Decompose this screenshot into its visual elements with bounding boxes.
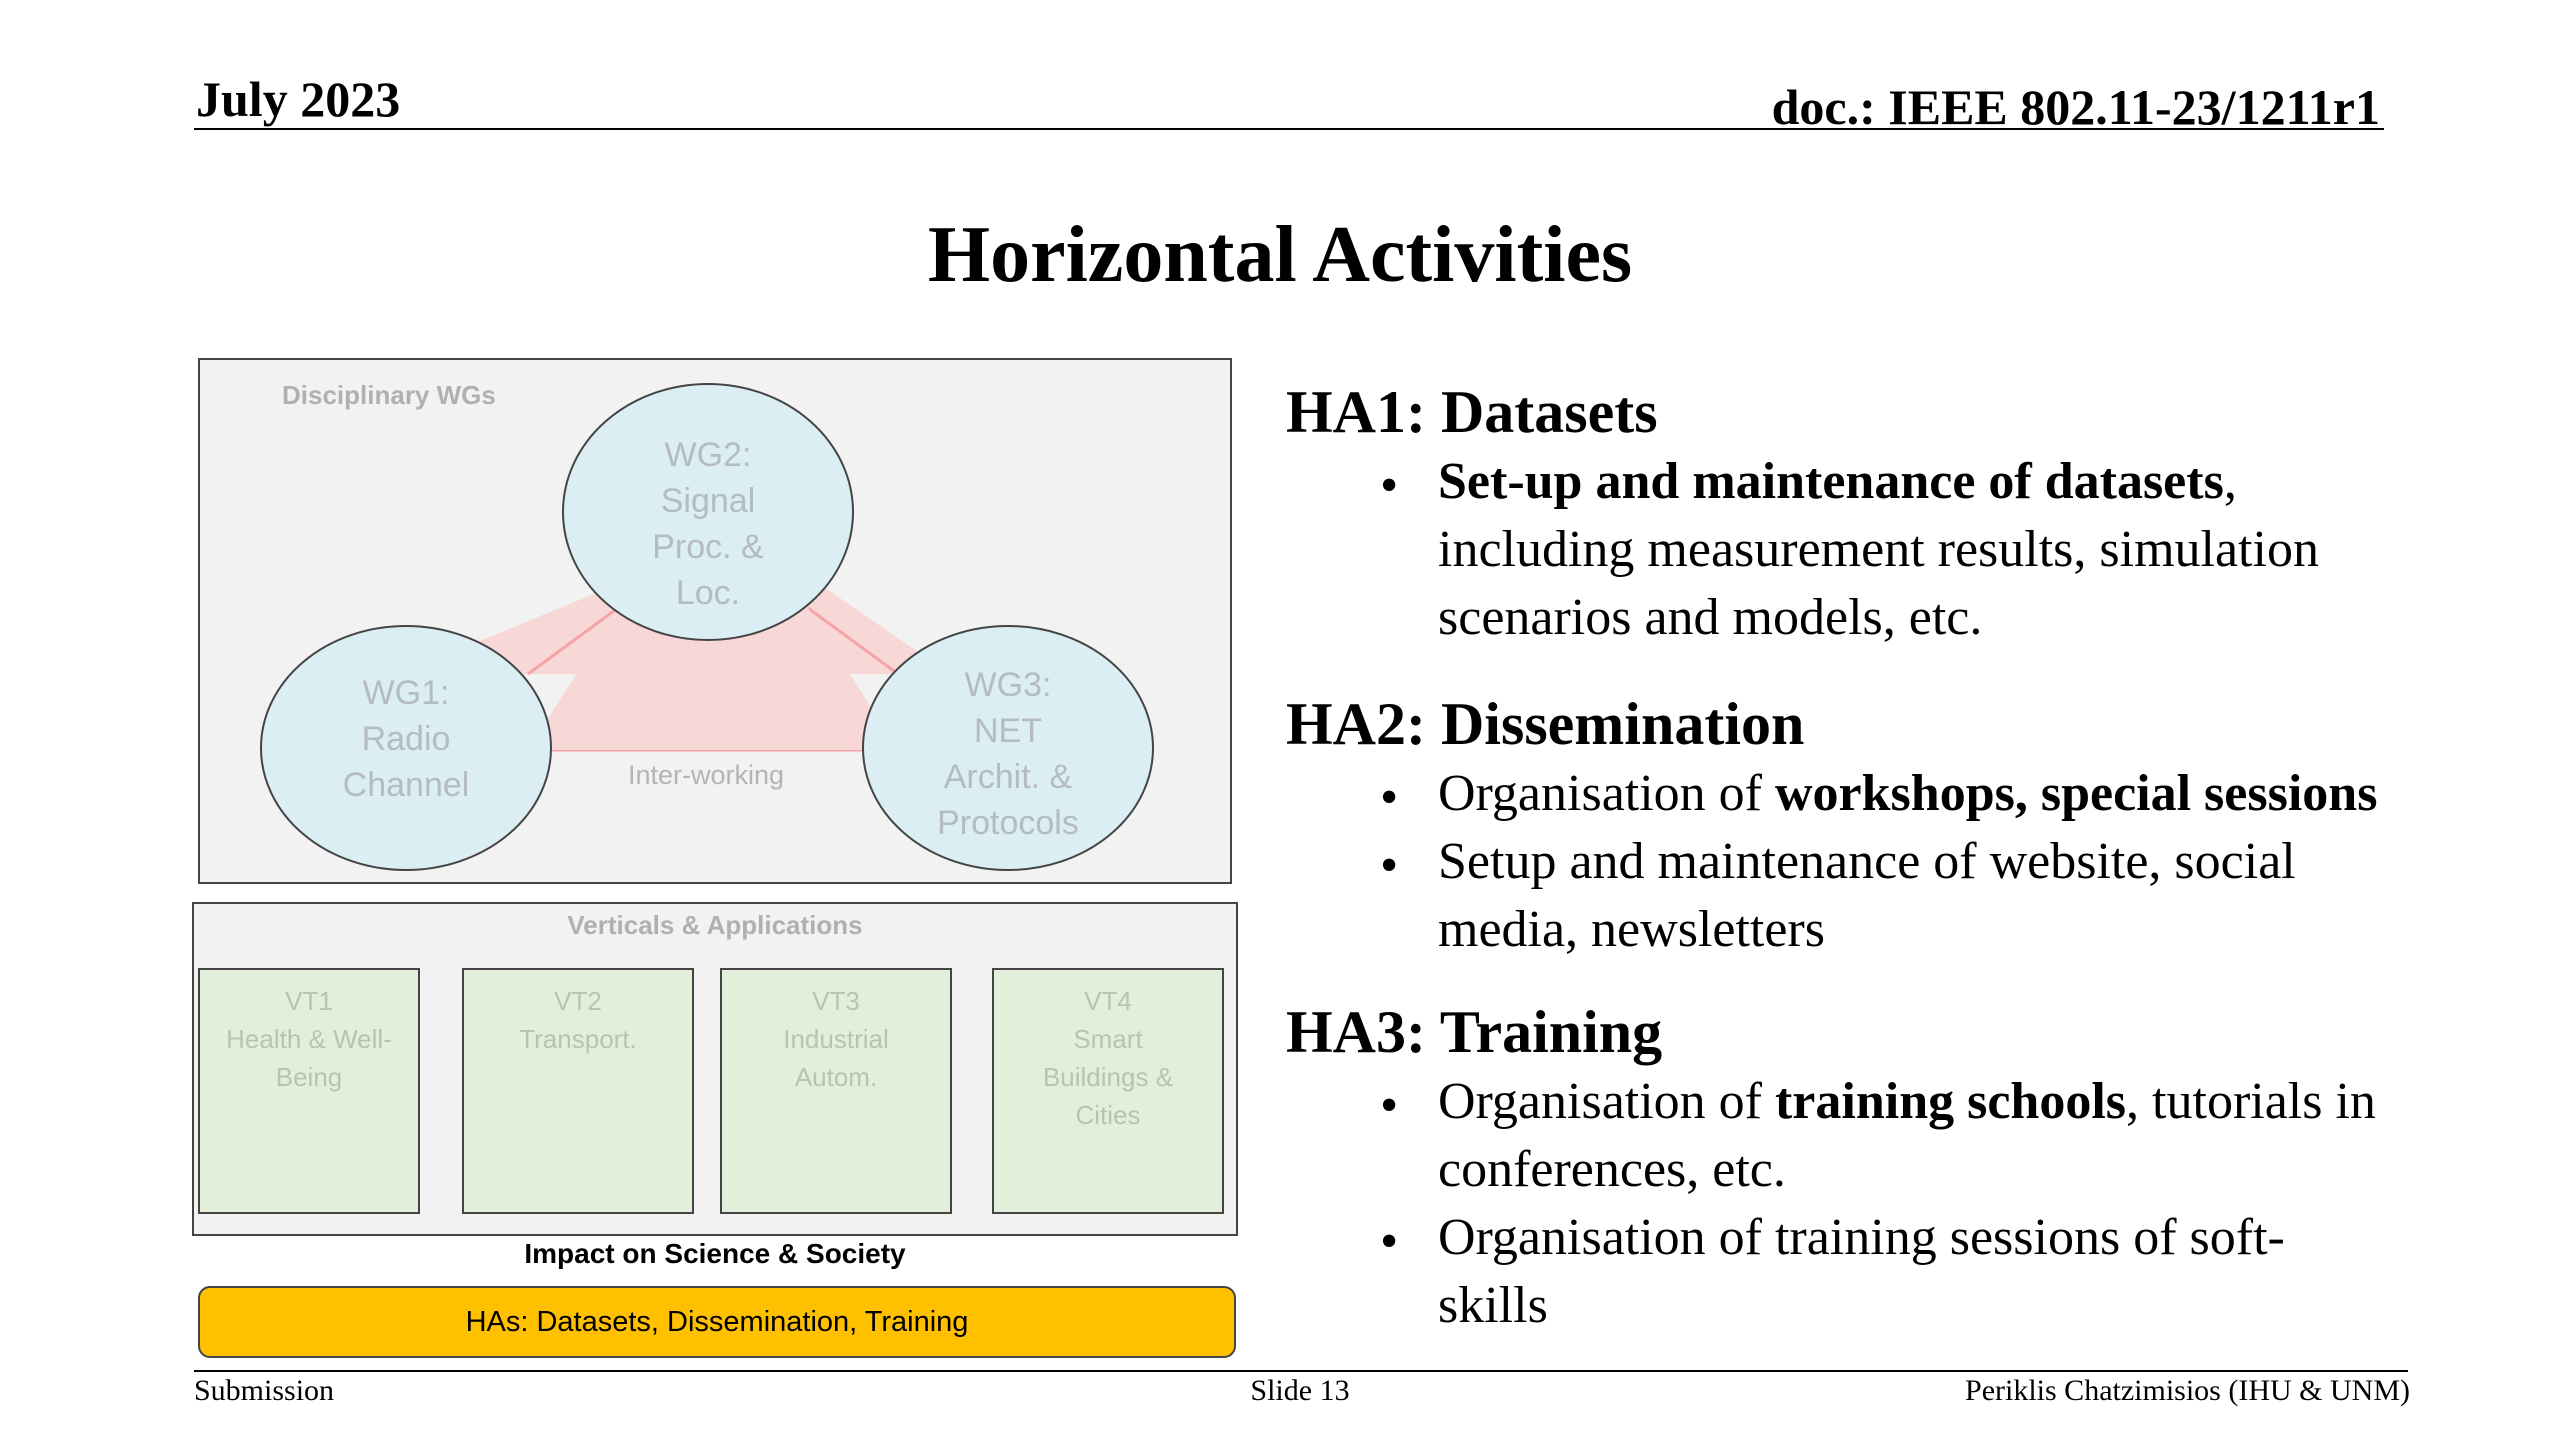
ha3-heading: HA3: Training xyxy=(1286,999,1663,1065)
vt4-line-3: Buildings & xyxy=(1042,1062,1174,1092)
ha3-item-2 xyxy=(1438,1204,2285,1340)
ha2-bullet-1: • xyxy=(1380,769,1399,826)
vertical-vt1 xyxy=(198,968,420,1214)
wg1-line-1: WG1: xyxy=(362,674,450,712)
ha3-item-2-line-2: skills xyxy=(1438,1277,1548,1334)
ha3-item-1-pre: Organisation of xyxy=(1438,1073,1775,1130)
ha3-item-1-rest: , tutorials in xyxy=(2126,1073,2376,1130)
ha1-item-1-line-2: including measurement results, simulation xyxy=(1438,521,2319,578)
ha2-item-1-bold: workshops, special sessions xyxy=(1774,765,2378,822)
vt3-line-2: Industrial xyxy=(783,1024,889,1054)
footer-slide-number: Slide 13 xyxy=(1250,1374,1350,1407)
vt1-line-2: Health & Well- xyxy=(226,1024,392,1054)
wg2-line-4: Loc. xyxy=(675,574,741,612)
ha3-bullet-2: • xyxy=(1380,1213,1399,1270)
vertical-vt2 xyxy=(462,968,694,1214)
wg3-line-4: Protocols xyxy=(937,804,1079,842)
interworking-label: Inter-working xyxy=(627,760,785,790)
ha1-bullet-1: • xyxy=(1380,457,1399,514)
vertical-vt4 xyxy=(992,968,1224,1214)
wg3-line-3: Archit. & xyxy=(943,758,1073,796)
wg3-line-1: WG3: xyxy=(964,666,1052,704)
vt4-line-1: VT4 xyxy=(1084,986,1132,1016)
ha1-item-1-rest: , xyxy=(2223,453,2237,510)
ha2-heading: HA2: Dissemination xyxy=(1286,691,1805,757)
vt1-line-3: Being xyxy=(275,1062,343,1092)
ha1-heading: HA1: Datasets xyxy=(1286,379,1658,445)
ha2-item-2-line-1: Setup and maintenance of website, social xyxy=(1438,833,2296,890)
wg2-line-1: WG2: xyxy=(664,436,752,474)
ha3-item-1 xyxy=(1438,1068,2376,1204)
ha2-item-1 xyxy=(1438,760,2377,828)
ha3-bullet-1: • xyxy=(1380,1077,1399,1134)
has-label: HAs: Datasets, Dissemination, Training xyxy=(465,1305,969,1338)
wg-diagram xyxy=(198,358,1232,884)
footer-author: Periklis Chatzimisios (IHU & UNM) xyxy=(1965,1374,2410,1407)
ha2-item-2-line-2: media, newsletters xyxy=(1438,901,1825,958)
vt2-line-2: Transport. xyxy=(519,1024,637,1054)
ha2-item-1-pre: Organisation of xyxy=(1438,765,1775,822)
header-divider xyxy=(194,128,2384,130)
footer-divider xyxy=(194,1370,2408,1372)
ha2-bullet-2: • xyxy=(1380,837,1399,894)
vt3-line-1: VT3 xyxy=(812,986,860,1016)
footer-submission: Submission xyxy=(194,1374,335,1407)
slide-title: Horizontal Activities xyxy=(927,211,1633,299)
impact-label: Impact on Science & Society xyxy=(524,1238,906,1269)
has-bar xyxy=(198,1286,1236,1358)
ha1-item-1-line-3: scenarios and models, etc. xyxy=(1438,589,1983,646)
ha3-item-2-line-1: Organisation of training sessions of soft- xyxy=(1438,1209,2285,1266)
vt3-line-3: Autom. xyxy=(794,1062,878,1092)
vt4-line-4: Cities xyxy=(1075,1100,1141,1130)
ha1-item-1-line-1 xyxy=(1438,448,2319,516)
ha2-item-2 xyxy=(1438,828,2296,964)
vt2-line-1: VT2 xyxy=(554,986,602,1016)
ha1-item-1 xyxy=(1438,448,2319,652)
wg2-line-3: Proc. & xyxy=(652,528,764,566)
vertical-vt3 xyxy=(720,968,952,1214)
ha3-item-1-bold: training schools xyxy=(1774,1073,2127,1130)
vt4-line-2: Smart xyxy=(1073,1024,1143,1054)
header-doc-id: doc.: IEEE 802.11-23/1211r1 xyxy=(1771,79,2380,135)
wg1-line-2: Radio xyxy=(361,720,451,758)
ha3-item-1-line-1 xyxy=(1438,1068,2376,1136)
verticals-label: Verticals & Applications xyxy=(567,910,863,940)
header-date: July 2023 xyxy=(196,71,401,127)
wg1-line-3: Channel xyxy=(342,766,470,804)
wg3-line-2: NET xyxy=(974,712,1042,750)
ha3-item-1-line-2: conferences, etc. xyxy=(1438,1141,1786,1198)
ha1-item-1-bold: Set-up and maintenance of datasets xyxy=(1438,453,2224,510)
disciplinary-label: Disciplinary WGs xyxy=(282,380,496,410)
wg2-line-2: Signal xyxy=(660,482,756,520)
vt1-line-1: VT1 xyxy=(285,986,333,1016)
